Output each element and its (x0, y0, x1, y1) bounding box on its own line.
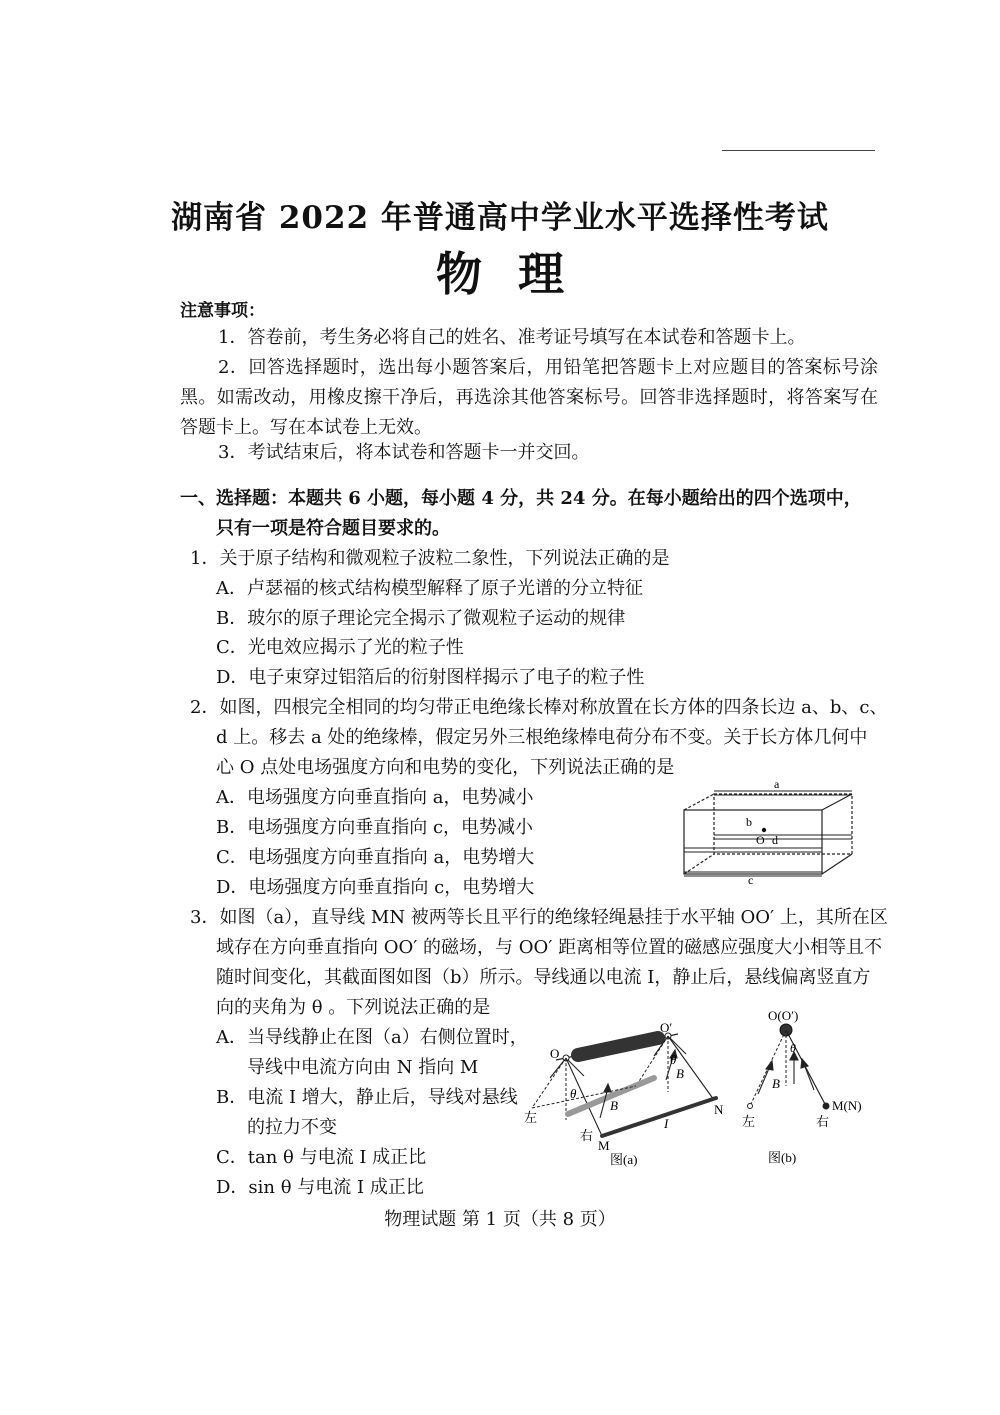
center-point-o (762, 828, 766, 832)
q3-option-a-line2: 导线中电流方向由 N 指向 M (247, 1057, 479, 1078)
fig-b-caption: 图(b) (768, 1150, 797, 1165)
fig-a-caption: 图(a) (610, 1152, 638, 1167)
q3-figure-b (730, 1006, 870, 1166)
fig-a-label-oprime: O′ (660, 1022, 673, 1035)
label-a: a (774, 777, 780, 791)
q3-option-a-line1: A．当导线静止在图（a）右侧位置时， (216, 1027, 528, 1048)
fig-a-m: M (598, 1138, 610, 1153)
wire-mn (602, 1098, 716, 1136)
fig-b-oo: O(O′) (768, 1008, 799, 1023)
q2-option-c: C．电场强度方向垂直指向 a，电势增大 (216, 847, 535, 868)
q1-stem: 1．关于原子结构和微观粒子波粒二象性，下列说法正确的是 (190, 548, 670, 569)
fig-a-theta-1: θ (570, 1086, 577, 1101)
fig-a-current: I (664, 1116, 669, 1131)
subject-title: 物理 (436, 247, 600, 301)
label-b: b (746, 815, 752, 829)
q2-option-b: B．电场强度方向垂直指向 c，电势减小 (216, 817, 534, 838)
section-heading-line1: 一、选择题：本题共 6 小题，每小题 4 分，共 24 分。在每小题给出的四个选项中， (180, 488, 862, 509)
notice-item-2: 2．回答选择题时，选出每小题答案后，用铅笔把答题卡上对应题目的答案标号涂黑。如需改动，用橡皮擦干净后，再选涂其他答案标号。回答非选择题时，将答案写在答题卡上。写在本试卷上无效。 (180, 357, 878, 438)
q1-option-a: A．卢瑟福的核式结构模型解释了原子光谱的分立特征 (216, 578, 643, 599)
cuboid-back-face (714, 794, 852, 854)
section-heading-line2: 只有一项是符合题目要求的。 (216, 518, 450, 539)
q3-option-b-line1: B．电流 I 增大，静止后，导线对悬线 (216, 1087, 518, 1108)
q2-option-d: D．电场强度方向垂直指向 c，电势增大 (216, 877, 535, 898)
notice-item-3: 3．考试结束后，将本试卷和答题卡一并交回。 (218, 442, 590, 463)
q2-option-a: A．电场强度方向垂直指向 a，电势减小 (216, 787, 534, 808)
fig-a-b-2: B (676, 1066, 684, 1081)
fig-a-n: N (714, 1102, 724, 1117)
q2-stem-line2: d 上。移去 a 处的绝缘棒，假定另外三根绝缘棒电荷分布不变。关于长方体几何中 (216, 727, 868, 748)
notice-heading: 注意事项： (180, 301, 265, 321)
fig-a-right: 右 (580, 1128, 594, 1143)
label-o: O (756, 833, 765, 847)
q1-option-d: D．电子束穿过铝箔后的衍射图样揭示了电子的粒子性 (216, 667, 645, 688)
fig-a-label-o: O (550, 1046, 560, 1061)
cylinder (578, 1038, 658, 1055)
q1-option-c: C．光电效应揭示了光的粒子性 (216, 637, 464, 658)
page-footer: 物理试题 第 1 页（共 8 页） (384, 1209, 616, 1230)
fig-a-left: 左 (524, 1110, 538, 1125)
q3-figure-a (518, 1022, 738, 1172)
notice-item-1: 1．答卷前，考生务必将自己的姓名、准考证号填写在本试卷和答题卡上。 (218, 327, 806, 348)
q3-stem-line3: 随时间变化，其截面图如图（b）所示。导线通以电流 I，静止后，悬线偏离竖直方 (216, 967, 871, 988)
fig-b-theta: θ (790, 1041, 796, 1055)
fig-b-b: B (772, 1076, 780, 1091)
fig-b-right: 右 (816, 1114, 830, 1129)
top-rule (722, 150, 875, 151)
q3-stem-line1: 3．如图（a），直导线 MN 被两等长且平行的绝缘轻绳悬挂于水平轴 OO′ 上，其所在区 (190, 907, 888, 928)
fig-b-mn: M(N) (832, 1098, 862, 1113)
q3-stem-line2: 域存在方向垂直指向 OO′ 的磁场，与 OO′ 距离相等位置的磁感应强度大小相等且不 (216, 937, 883, 958)
cuboid-front-face (684, 810, 822, 874)
q1-option-b: B．玻尔的原子理论完全揭示了微观粒子运动的规律 (216, 608, 626, 629)
q3-option-d: D．sin θ 与电流 I 成正比 (216, 1177, 424, 1198)
fig-b-left: 左 (742, 1114, 756, 1129)
label-d: d (772, 833, 778, 847)
q2-cuboid-figure (678, 776, 858, 884)
q2-stem-line3: 心 O 点处电场强度方向和电势的变化，下列说法正确的是 (216, 757, 675, 778)
q3-stem-line4: 向的夹角为 θ 。下列说法正确的是 (216, 997, 491, 1018)
q3-option-c: C．tan θ 与电流 I 成正比 (216, 1147, 427, 1168)
exam-title: 湖南省 2022 年普通高中学业水平选择性考试 (171, 200, 829, 236)
fig-a-b-1: B (610, 1098, 618, 1113)
q2-stem-line1: 2．如图，四根完全相同的均匀带正电绝缘长棒对称放置在长方体的四条长边 a、b、c、 (190, 697, 888, 718)
q3-option-b-line2: 的拉力不变 (247, 1117, 337, 1138)
label-c: c (748, 873, 754, 884)
fig-a-theta-2: θ (670, 1052, 677, 1067)
wire-position (823, 1103, 830, 1110)
